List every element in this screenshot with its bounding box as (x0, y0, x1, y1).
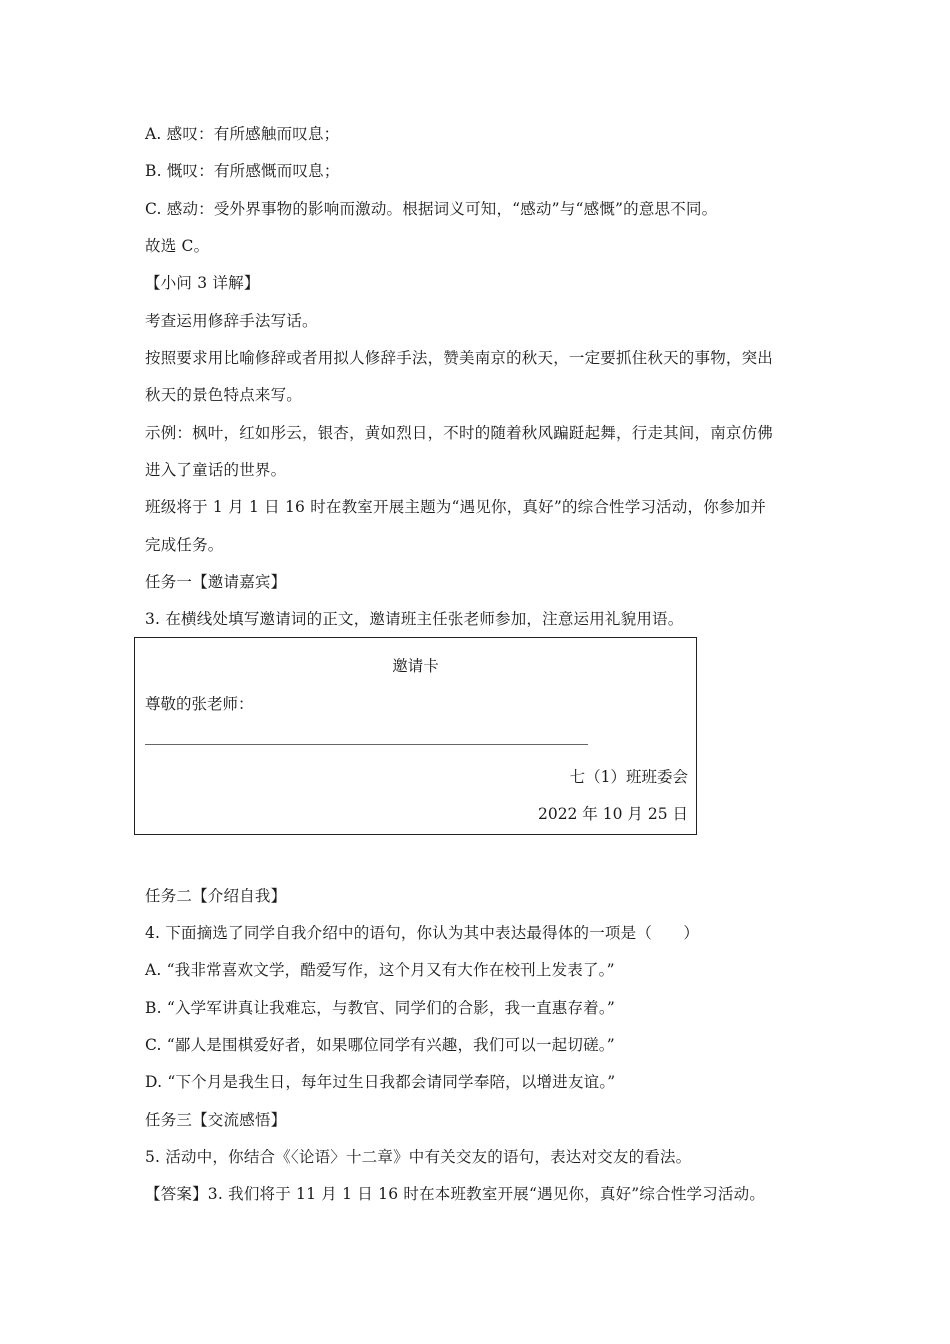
section-heading-q3: 【小问 3 详解】 (145, 274, 260, 292)
option-b-explanation: B. 慨叹：有所感慨而叹息； (145, 162, 340, 180)
invitation-date: 2022 年 10 月 25 日 (537, 805, 688, 823)
invitation-signature: 七（1）班班委会 (569, 768, 688, 786)
paragraph-line: 示例：枫叶，红如彤云，银杏，黄如烈日，不时的随着秋风蹁跹起舞，行走其间，南京仿佛 (145, 424, 774, 442)
task-two-heading: 任务二【介绍自我】 (145, 887, 287, 905)
paragraph-line: 进入了童话的世界。 (145, 461, 287, 479)
question-4: 4. 下面摘选了同学自我介绍中的语句，你认为其中表达最得体的一项是（ ） (145, 924, 700, 942)
option-c: C. “鄙人是围棋爱好者，如果哪位同学有兴趣，我们可以一起切磋。” (145, 1036, 615, 1054)
task-three-heading: 任务三【交流感悟】 (145, 1111, 287, 1129)
answer-choice-line: 故选 C。 (145, 237, 210, 255)
paragraph-line: 考查运用修辞手法写话。 (145, 312, 318, 330)
option-c-explanation: C. 感动：受外界事物的影响而激动。根据词义可知，“感动”与“感慨”的意思不同。 (145, 200, 718, 218)
option-b: B. “入学军讲真让我难忘，与教官、同学们的合影，我一直惠存着。” (145, 999, 615, 1017)
option-d: D. “下个月是我生日，每年过生日我都会请同学奉陪，以增进友谊。” (145, 1073, 616, 1091)
invitation-blank-line (145, 744, 588, 745)
paragraph-line: 秋天的景色特点来写。 (145, 386, 303, 404)
answer-line: 【答案】3. 我们将于 11 月 1 日 16 时在本班教室开展“遇见你，真好”综合性学习活动。 (145, 1185, 766, 1203)
invitation-card (134, 637, 697, 835)
invitation-title: 邀请卡 (392, 657, 439, 675)
question-3: 3. 在横线处填写邀请词的正文，邀请班主任张老师参加，注意运用礼貌用语。 (145, 610, 684, 628)
option-a-explanation: A. 感叹：有所感触而叹息； (145, 125, 340, 143)
paragraph-line: 按照要求用比喻修辞或者用拟人修辞手法，赞美南京的秋天，一定要抓住秋天的事物，突出 (145, 349, 774, 367)
paragraph-line: 完成任务。 (145, 536, 224, 554)
task-one-heading: 任务一【邀请嘉宾】 (145, 573, 287, 591)
option-a: A. “我非常喜欢文学，酷爱写作，这个月又有大作在校刊上发表了。” (145, 961, 615, 979)
question-5: 5. 活动中，你结合《〈论语〉十二章》中有关交友的语句，表达对交友的看法。 (145, 1148, 692, 1166)
invitation-greeting: 尊敬的张老师： (145, 695, 254, 713)
paragraph-line: 班级将于 1 月 1 日 16 时在教室开展主题为“遇见你，真好”的综合性学习活动，你参加并 (145, 498, 767, 516)
